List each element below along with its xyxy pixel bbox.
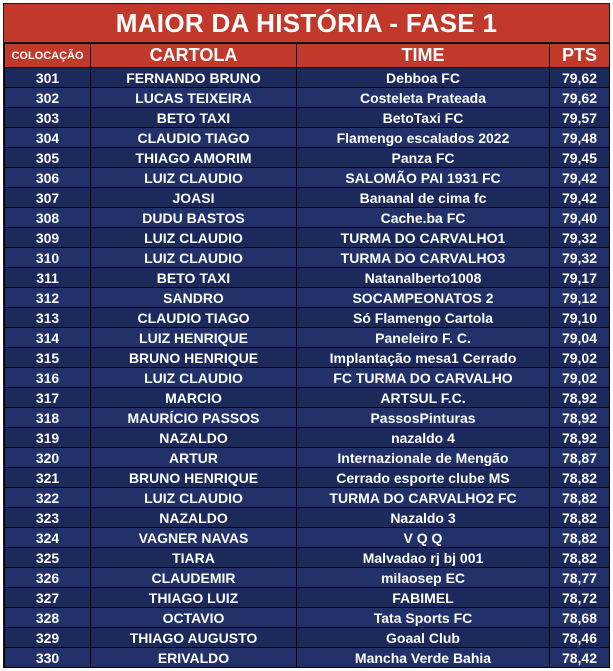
cell-pts: 78,46: [550, 628, 610, 648]
cell-cartola: LUIZ CLAUDIO: [91, 228, 297, 248]
cell-time: TURMA DO CARVALHO2 FC: [297, 488, 550, 508]
cell-pts: 78,87: [550, 448, 610, 468]
cell-colocacao: 303: [5, 108, 91, 128]
cell-time: FABIMEL: [297, 588, 550, 608]
table-row: [5, 388, 610, 408]
cell-colocacao: 314: [5, 328, 91, 348]
cell-time: Cerrado esporte clube MS: [297, 468, 550, 488]
cell-time: Internazionale de Mengão: [297, 448, 550, 468]
cell-colocacao: 315: [5, 348, 91, 368]
cell-time: BetoTaxi FC: [297, 108, 550, 128]
cell-colocacao: 312: [5, 288, 91, 308]
cell-colocacao: 327: [5, 588, 91, 608]
table-row: [5, 568, 610, 588]
cell-pts: 78,92: [550, 408, 610, 428]
cell-pts: 79,62: [550, 88, 610, 108]
cell-pts: 78,82: [550, 508, 610, 528]
cell-time: Costeleta Prateada: [297, 88, 550, 108]
cell-colocacao: 324: [5, 528, 91, 548]
cell-time: Malvadao rj bj 001: [297, 548, 550, 568]
header-cartola: CARTOLA: [91, 44, 297, 68]
cell-colocacao: 316: [5, 368, 91, 388]
table-row: [5, 508, 610, 528]
table-row: [5, 188, 610, 208]
cell-time: Tata Sports FC: [297, 608, 550, 628]
table-header: [5, 44, 610, 68]
cell-time: Mancha Verde Bahia: [297, 648, 550, 668]
cell-cartola: LUIZ CLAUDIO: [91, 248, 297, 268]
table-row: [5, 648, 610, 668]
table-row: [5, 488, 610, 508]
cell-colocacao: 313: [5, 308, 91, 328]
cell-pts: 78,77: [550, 568, 610, 588]
cell-colocacao: 307: [5, 188, 91, 208]
cell-cartola: TIARA: [91, 548, 297, 568]
cell-time: Cache.ba FC: [297, 208, 550, 228]
table-row: [5, 528, 610, 548]
cell-cartola: CLAUDIO TIAGO: [91, 128, 297, 148]
cell-time: Panza FC: [297, 148, 550, 168]
cell-time: Flamengo escalados 2022: [297, 128, 550, 148]
cell-pts: 79,62: [550, 68, 610, 88]
header-colocacao: COLOCAÇÃO: [5, 44, 91, 68]
cell-cartola: BRUNO HENRIQUE: [91, 348, 297, 368]
cell-cartola: ARTUR: [91, 448, 297, 468]
table-row: [5, 448, 610, 468]
cell-time: TURMA DO CARVALHO3: [297, 248, 550, 268]
cell-pts: 78,82: [550, 488, 610, 508]
header-pts: PTS: [550, 44, 610, 68]
table-row: [5, 588, 610, 608]
table-row: [5, 128, 610, 148]
cell-cartola: BETO TAXI: [91, 108, 297, 128]
cell-cartola: MAURÍCIO PASSOS: [91, 408, 297, 428]
cell-colocacao: 311: [5, 268, 91, 288]
header-row: [5, 44, 610, 68]
cell-pts: 78,42: [550, 648, 610, 668]
cell-pts: 78,82: [550, 468, 610, 488]
table-row: [5, 468, 610, 488]
ranking-table: [4, 43, 610, 668]
cell-pts: 79,42: [550, 168, 610, 188]
cell-pts: 78,92: [550, 388, 610, 408]
cell-time: Natanalberto1008: [297, 268, 550, 288]
cell-colocacao: 317: [5, 388, 91, 408]
cell-pts: 79,40: [550, 208, 610, 228]
cell-cartola: BETO TAXI: [91, 268, 297, 288]
cell-cartola: THIAGO LUIZ: [91, 588, 297, 608]
cell-pts: 79,17: [550, 268, 610, 288]
cell-cartola: THIAGO AMORIM: [91, 148, 297, 168]
cell-cartola: OCTAVIO: [91, 608, 297, 628]
table-body: [5, 68, 610, 668]
cell-colocacao: 304: [5, 128, 91, 148]
cell-time: Só Flamengo Cartola: [297, 308, 550, 328]
cell-colocacao: 302: [5, 88, 91, 108]
cell-colocacao: 305: [5, 148, 91, 168]
cell-pts: 79,45: [550, 148, 610, 168]
cell-pts: 79,02: [550, 348, 610, 368]
cell-cartola: LUIZ CLAUDIO: [91, 488, 297, 508]
cell-cartola: NAZALDO: [91, 428, 297, 448]
table-row: [5, 88, 610, 108]
cell-time: Debboa FC: [297, 68, 550, 88]
cell-time: TURMA DO CARVALHO1: [297, 228, 550, 248]
cell-pts: 79,57: [550, 108, 610, 128]
cell-colocacao: 323: [5, 508, 91, 528]
cell-time: FC TURMA DO CARVALHO: [297, 368, 550, 388]
cell-time: PassosPinturas: [297, 408, 550, 428]
cell-colocacao: 318: [5, 408, 91, 428]
cell-colocacao: 309: [5, 228, 91, 248]
cell-colocacao: 310: [5, 248, 91, 268]
cell-time: Bananal de cima fc: [297, 188, 550, 208]
cell-colocacao: 321: [5, 468, 91, 488]
cell-pts: 79,10: [550, 308, 610, 328]
cell-colocacao: 326: [5, 568, 91, 588]
cell-colocacao: 325: [5, 548, 91, 568]
cell-cartola: FERNANDO BRUNO: [91, 68, 297, 88]
table-row: [5, 548, 610, 568]
cell-time: ARTSUL F.C.: [297, 388, 550, 408]
cell-time: Goaal Club: [297, 628, 550, 648]
table-row: [5, 288, 610, 308]
cell-cartola: MARCIO: [91, 388, 297, 408]
table-row: [5, 208, 610, 228]
cell-pts: 79,42: [550, 188, 610, 208]
table-row: [5, 628, 610, 648]
cell-pts: 78,68: [550, 608, 610, 628]
table-row: [5, 148, 610, 168]
table-row: [5, 168, 610, 188]
table-row: [5, 228, 610, 248]
table-row: [5, 308, 610, 328]
cell-cartola: LUIZ CLAUDIO: [91, 168, 297, 188]
cell-cartola: LUIZ HENRIQUE: [91, 328, 297, 348]
cell-pts: 79,32: [550, 248, 610, 268]
cell-pts: 78,92: [550, 428, 610, 448]
cell-colocacao: 308: [5, 208, 91, 228]
cell-time: milaosep EC: [297, 568, 550, 588]
cell-colocacao: 319: [5, 428, 91, 448]
header-time: TIME: [297, 44, 550, 68]
cell-cartola: LUIZ CLAUDIO: [91, 368, 297, 388]
cell-cartola: VAGNER NAVAS: [91, 528, 297, 548]
table-row: [5, 328, 610, 348]
table-row: [5, 368, 610, 388]
cell-cartola: JOASI: [91, 188, 297, 208]
cell-cartola: NAZALDO: [91, 508, 297, 528]
cell-cartola: CLAUDEMIR: [91, 568, 297, 588]
table-row: [5, 108, 610, 128]
table-row: [5, 428, 610, 448]
cell-time: nazaldo 4: [297, 428, 550, 448]
cell-time: SALOMÃO PAI 1931 FC: [297, 168, 550, 188]
table-row: [5, 268, 610, 288]
cell-time: Paneleiro F. C.: [297, 328, 550, 348]
cell-pts: 79,32: [550, 228, 610, 248]
cell-pts: 79,48: [550, 128, 610, 148]
cell-colocacao: 330: [5, 648, 91, 668]
cell-pts: 78,82: [550, 548, 610, 568]
cell-time: SOCAMPEONATOS 2: [297, 288, 550, 308]
cell-pts: 78,72: [550, 588, 610, 608]
cell-cartola: BRUNO HENRIQUE: [91, 468, 297, 488]
cell-time: V Q Q: [297, 528, 550, 548]
cell-colocacao: 306: [5, 168, 91, 188]
cell-cartola: ERIVALDO: [91, 648, 297, 668]
cell-time: Nazaldo 3: [297, 508, 550, 528]
cell-colocacao: 328: [5, 608, 91, 628]
table-row: [5, 348, 610, 368]
cell-cartola: SANDRO: [91, 288, 297, 308]
cell-pts: 78,82: [550, 528, 610, 548]
cell-cartola: DUDU BASTOS: [91, 208, 297, 228]
ranking-sheet: [3, 3, 610, 668]
cell-colocacao: 301: [5, 68, 91, 88]
cell-pts: 79,04: [550, 328, 610, 348]
cell-time: Implantação mesa1 Cerrado: [297, 348, 550, 368]
cell-cartola: CLAUDIO TIAGO: [91, 308, 297, 328]
table-row: [5, 408, 610, 428]
cell-colocacao: 329: [5, 628, 91, 648]
cell-colocacao: 320: [5, 448, 91, 468]
cell-pts: 79,02: [550, 368, 610, 388]
page-title: MAIOR DA HISTÓRIA - FASE 1: [4, 4, 609, 43]
table-row: [5, 608, 610, 628]
cell-colocacao: 322: [5, 488, 91, 508]
cell-cartola: LUCAS TEIXEIRA: [91, 88, 297, 108]
table-row: [5, 68, 610, 88]
cell-pts: 79,12: [550, 288, 610, 308]
cell-cartola: THIAGO AUGUSTO: [91, 628, 297, 648]
table-row: [5, 248, 610, 268]
